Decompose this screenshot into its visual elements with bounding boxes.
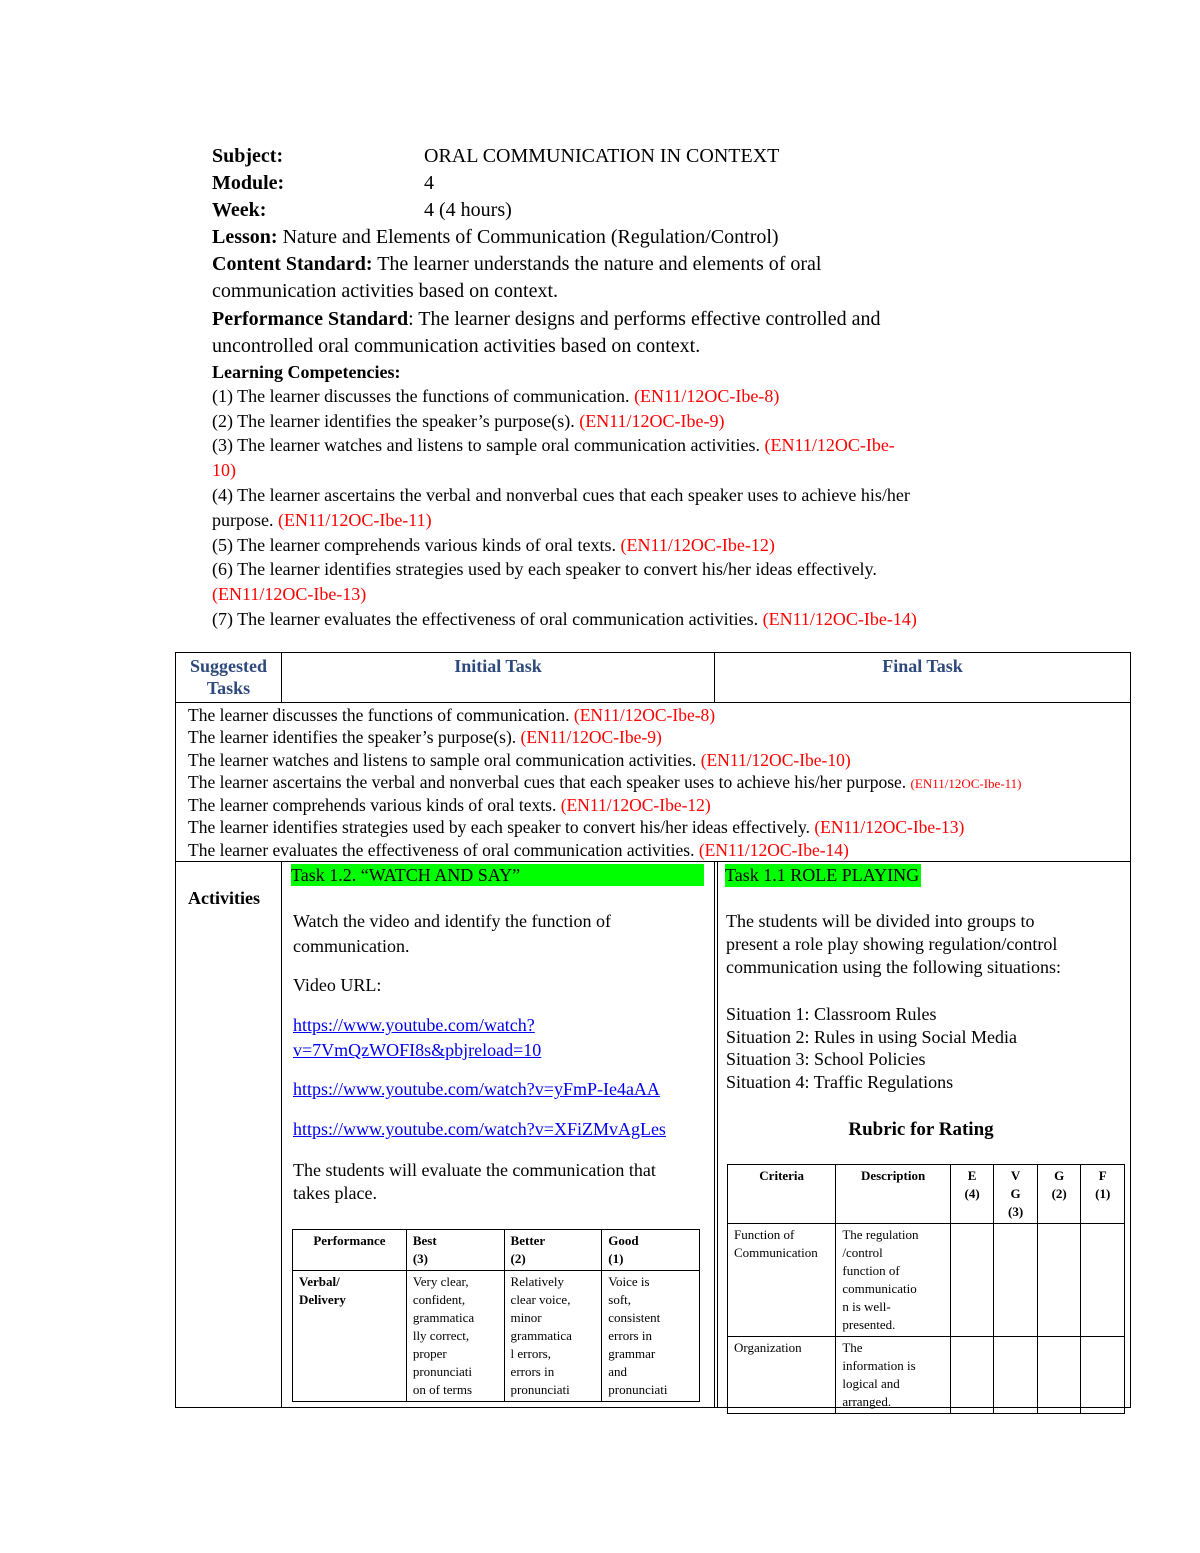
suggested-tasks-header: Suggested Tasks <box>189 656 267 698</box>
lesson-label: Lesson: <box>212 226 278 248</box>
subject-value: ORAL COMMUNICATION IN CONTEXT <box>424 145 780 167</box>
competency-6-code: (EN11/12OC-Ibe-13) <box>212 584 367 604</box>
rating-description: The regulation /control function of communicatio n is well- presented. <box>836 1224 950 1337</box>
competency-6: (6) The learner identifies strategies used by each speaker to convert his/her ideas effectively. <box>212 559 877 579</box>
module-label: Module: <box>212 172 285 194</box>
summary-line: The learner identifies strategies used by each speaker to convert his/her ideas effectively. (EN11/12OC-Ibe-13) <box>188 817 965 837</box>
competency-7: (7) The learner evaluates the effectiveness of oral communication activities. (EN11/12OC-Ibe-14) <box>212 609 917 629</box>
rubric-title: Rubric for Rating <box>848 1119 994 1140</box>
competency-5: (5) The learner comprehends various kinds of oral texts. (EN11/12OC-Ibe-12) <box>212 535 775 555</box>
rubric-header: Performance <box>293 1230 407 1271</box>
rating-score-cell <box>1037 1337 1081 1414</box>
competency-4: (4) The learner ascertains the verbal and nonverbal cues that each speaker uses to achieve his/her <box>212 485 910 505</box>
rating-rubric-table <box>727 1164 1125 1414</box>
final-desc-3: communication using the following situations: <box>726 957 1061 977</box>
video-link-1[interactable]: https://www.youtube.com/watch? <box>293 1015 535 1035</box>
final-task-header: Final Task <box>882 656 963 676</box>
rating-header: E (4) <box>950 1165 994 1224</box>
video-link-2[interactable]: https://www.youtube.com/watch?v=yFmP-Ie4aAA <box>293 1079 660 1099</box>
performance-standard-value: : The learner designs and performs effective controlled and <box>408 308 881 330</box>
rating-criteria: Function of Communication <box>728 1224 836 1337</box>
performance-standard-line-2: uncontrolled oral communication activities based on context. <box>212 335 701 357</box>
lesson-value: Nature and Elements of Communication (Regulation/Control) <box>277 226 779 248</box>
situation-item: Situation 2: Rules in using Social Media <box>726 1027 1017 1047</box>
performance-standard-label: Performance Standard <box>212 308 409 330</box>
final-desc-1: The students will be divided into groups to <box>726 911 1035 931</box>
rubric-cell: Voice is soft, consistent errors in grammar and pronunciati <box>602 1271 700 1402</box>
content-standard-value: The learner understands the nature and elements of oral <box>372 253 822 275</box>
competency-1: (1) The learner discusses the functions of communication. (EN11/12OC-Ibe-8) <box>212 386 780 406</box>
rating-score-cell <box>994 1337 1038 1414</box>
week-value: 4 (4 hours) <box>424 199 512 221</box>
initial-instruction-1: Watch the video and identify the function of <box>293 911 611 931</box>
rating-score-cell <box>994 1224 1038 1337</box>
lesson-line <box>212 224 779 251</box>
competencies-heading: Learning Competencies: <box>212 362 401 382</box>
performance-standard-line-1 <box>212 306 881 333</box>
initial-instruction-2: communication. <box>293 936 410 956</box>
situation-item: Situation 4: Traffic Regulations <box>726 1072 954 1092</box>
evaluate-text-2: takes place. <box>293 1183 377 1203</box>
rating-criteria: Organization <box>728 1337 836 1414</box>
summary-line: The learner watches and listens to sample oral communication activities. (EN11/12OC-Ibe-10) <box>188 750 851 770</box>
competency-3-code-cont: 10) <box>212 460 236 480</box>
competency-2: (2) The learner identifies the speaker’s purpose(s). (EN11/12OC-Ibe-9) <box>212 411 725 431</box>
content-standard-line-1 <box>212 251 821 278</box>
rubric-cell: Very clear, confident, grammatica lly correct, proper pronunciati on of terms <box>406 1271 504 1402</box>
rubric-criteria: Verbal/ Delivery <box>293 1271 407 1402</box>
final-task-title: Task 1.1 ROLE PLAYING <box>725 865 920 885</box>
competency-3: (3) The learner watches and listens to sample oral communication activities. (EN11/12OC-Ibe- <box>212 435 895 455</box>
final-desc-2: present a role play showing regulation/control <box>726 934 1058 954</box>
rating-description: The information is logical and arranged. <box>836 1337 950 1414</box>
rating-score-cell <box>1081 1337 1125 1414</box>
performance-rubric-table <box>292 1229 700 1402</box>
rating-header: Description <box>836 1165 950 1224</box>
rating-score-cell <box>1081 1224 1125 1337</box>
rating-header: Criteria <box>728 1165 836 1224</box>
situation-item: Situation 1: Classroom Rules <box>726 1004 937 1024</box>
initial-task-header: Initial Task <box>454 656 542 676</box>
summary-line: The learner ascertains the verbal and nonverbal cues that each speaker uses to achieve his/her purpose. (EN11/12OC-Ibe-11) <box>188 772 1022 792</box>
content-standard-label: Content Standard: <box>212 253 373 275</box>
video-link-3[interactable]: https://www.youtube.com/watch?v=XFiZMvAgLes <box>293 1119 666 1139</box>
rating-header: V G (3) <box>994 1165 1038 1224</box>
subject-label: Subject: <box>212 145 284 167</box>
rating-header: F (1) <box>1081 1165 1125 1224</box>
rating-score-cell <box>950 1224 994 1337</box>
module-value: 4 <box>424 172 434 194</box>
summary-line: The learner comprehends various kinds of oral texts. (EN11/12OC-Ibe-12) <box>188 795 711 815</box>
video-link-1-cont[interactable]: v=7VmQzWOFI8s&pbjreload=10 <box>293 1040 542 1060</box>
video-url-label: Video URL: <box>293 975 382 995</box>
competency-4-cont: purpose. (EN11/12OC-Ibe-11) <box>212 510 432 530</box>
rubric-header: Better (2) <box>504 1230 602 1271</box>
situation-item: Situation 3: School Policies <box>726 1049 926 1069</box>
initial-task-title: Task 1.2. “WATCH AND SAY” <box>291 864 704 886</box>
rubric-cell: Relatively clear voice, minor grammatica l errors, errors in pronunciati <box>504 1271 602 1402</box>
evaluate-text-1: The students will evaluate the communication that <box>293 1160 656 1180</box>
rating-score-cell <box>950 1337 994 1414</box>
rating-score-cell <box>1037 1224 1081 1337</box>
rating-header: G (2) <box>1037 1165 1081 1224</box>
summary-line: The learner identifies the speaker’s purpose(s). (EN11/12OC-Ibe-9) <box>188 727 662 747</box>
rubric-header: Good (1) <box>602 1230 700 1271</box>
summary-line: The learner discusses the functions of communication. (EN11/12OC-Ibe-8) <box>188 705 716 725</box>
rubric-header: Best (3) <box>406 1230 504 1271</box>
summary-line: The learner evaluates the effectiveness of oral communication activities. (EN11/12OC-Ibe-14) <box>188 840 849 860</box>
week-label: Week: <box>212 199 267 221</box>
content-standard-line-2: communication activities based on context. <box>212 280 559 302</box>
activities-label: Activities <box>188 888 260 908</box>
